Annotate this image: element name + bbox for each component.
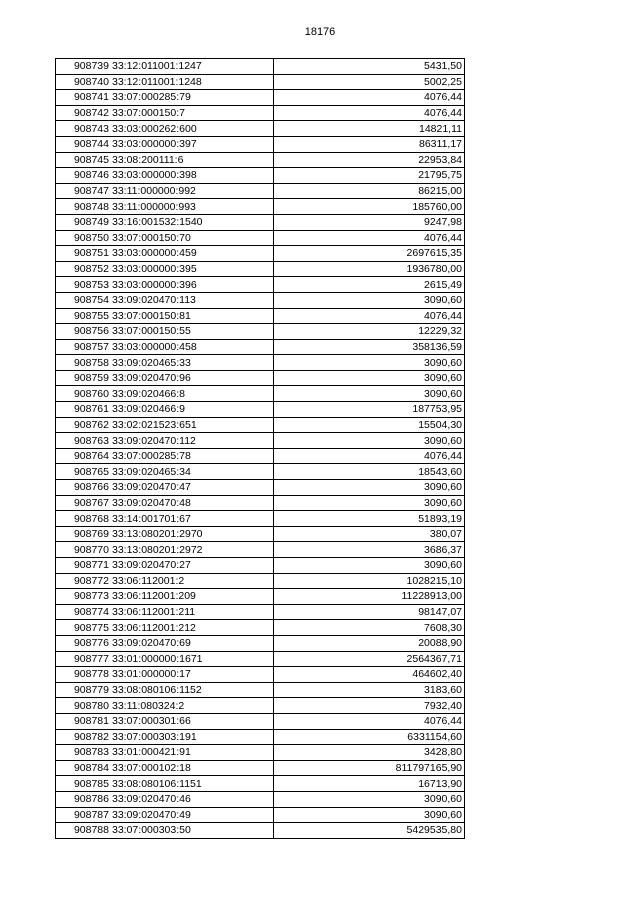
value-cell: 3183,60 xyxy=(274,682,465,698)
table-body xyxy=(56,59,465,839)
page-number: 18176 xyxy=(304,26,336,38)
value-cell: 3090,60 xyxy=(274,480,465,496)
cadastral-number-cell: 33:09:020465:34 xyxy=(110,464,274,480)
table-row xyxy=(56,573,465,589)
row-id-cell: 908740 xyxy=(56,74,111,90)
row-id-cell: 908745 xyxy=(56,152,111,168)
cadastral-number-cell: 33:08:080106:1151 xyxy=(110,776,274,792)
cadastral-number-cell: 33:07:000102:18 xyxy=(110,760,274,776)
row-id-cell: 908788 xyxy=(56,823,111,839)
cadastral-number-cell: 33:01:000000:1671 xyxy=(110,651,274,667)
value-cell: 4076,44 xyxy=(274,230,465,246)
cadastral-number-cell: 33:16:001532:1540 xyxy=(110,214,274,230)
table-row xyxy=(56,745,465,761)
row-id-cell: 908773 xyxy=(56,589,111,605)
cadastral-number-cell: 33:09:020465:33 xyxy=(110,355,274,371)
value-cell: 4076,44 xyxy=(274,308,465,324)
table-row xyxy=(56,604,465,620)
table-row xyxy=(56,277,465,293)
table-row xyxy=(56,121,465,137)
value-cell: 3090,60 xyxy=(274,495,465,511)
cadastral-number-cell: 33:07:000285:79 xyxy=(110,90,274,106)
row-id-cell: 908770 xyxy=(56,542,111,558)
table-row xyxy=(56,183,465,199)
table-row xyxy=(56,230,465,246)
cadastral-number-cell: 33:08:080106:1152 xyxy=(110,682,274,698)
cadastral-number-cell: 33:09:020466:8 xyxy=(110,386,274,402)
cadastral-number-cell: 33:07:000303:50 xyxy=(110,823,274,839)
value-cell: 2615,49 xyxy=(274,277,465,293)
table-row xyxy=(56,292,465,308)
table-row xyxy=(56,448,465,464)
cadastral-number-cell: 33:07:000150:7 xyxy=(110,105,274,121)
table-row xyxy=(56,386,465,402)
cadastral-number-cell: 33:06:112001:211 xyxy=(110,604,274,620)
value-cell: 2564367,71 xyxy=(274,651,465,667)
value-cell: 3090,60 xyxy=(274,355,465,371)
cadastral-number-cell: 33:09:020470:46 xyxy=(110,791,274,807)
table-row xyxy=(56,589,465,605)
value-cell: 6331154,60 xyxy=(274,729,465,745)
cadastral-number-cell: 33:03:000262:600 xyxy=(110,121,274,137)
row-id-cell: 908746 xyxy=(56,168,111,184)
row-id-cell: 908762 xyxy=(56,417,111,433)
row-id-cell: 908783 xyxy=(56,745,111,761)
table-row xyxy=(56,495,465,511)
cadastral-number-cell: 33:03:000000:396 xyxy=(110,277,274,293)
row-id-cell: 908748 xyxy=(56,199,111,215)
table-row xyxy=(56,713,465,729)
cadastral-number-cell: 33:01:000421:91 xyxy=(110,745,274,761)
row-id-cell: 908766 xyxy=(56,480,111,496)
row-id-cell: 908779 xyxy=(56,682,111,698)
row-id-cell: 908764 xyxy=(56,448,111,464)
value-cell: 1936780,00 xyxy=(274,261,465,277)
value-cell: 5429535,80 xyxy=(274,823,465,839)
row-id-cell: 908761 xyxy=(56,402,111,418)
cadastral-number-cell: 33:06:112001:209 xyxy=(110,589,274,605)
value-cell: 4076,44 xyxy=(274,90,465,106)
value-cell: 1028215,10 xyxy=(274,573,465,589)
row-id-cell: 908786 xyxy=(56,791,111,807)
row-id-cell: 908742 xyxy=(56,105,111,121)
table-row xyxy=(56,433,465,449)
value-cell: 51893,19 xyxy=(274,511,465,527)
value-cell: 22953,84 xyxy=(274,152,465,168)
row-id-cell: 908785 xyxy=(56,776,111,792)
row-id-cell: 908781 xyxy=(56,713,111,729)
value-cell: 86311,17 xyxy=(274,136,465,152)
value-cell: 2697615,35 xyxy=(274,246,465,262)
cadastral-number-cell: 33:03:000000:398 xyxy=(110,168,274,184)
row-id-cell: 908749 xyxy=(56,214,111,230)
table-row xyxy=(56,729,465,745)
table-row xyxy=(56,807,465,823)
row-id-cell: 908776 xyxy=(56,635,111,651)
row-id-cell: 908782 xyxy=(56,729,111,745)
table-row xyxy=(56,214,465,230)
value-cell: 21795,75 xyxy=(274,168,465,184)
row-id-cell: 908752 xyxy=(56,261,111,277)
value-cell: 9247,98 xyxy=(274,214,465,230)
row-id-cell: 908754 xyxy=(56,292,111,308)
cadastral-number-cell: 33:09:020470:96 xyxy=(110,370,274,386)
table-row xyxy=(56,760,465,776)
row-id-cell: 908777 xyxy=(56,651,111,667)
table-row xyxy=(56,698,465,714)
row-id-cell: 908760 xyxy=(56,386,111,402)
table-row xyxy=(56,542,465,558)
cadastral-number-cell: 33:07:000150:70 xyxy=(110,230,274,246)
table-row xyxy=(56,823,465,839)
table-row xyxy=(56,152,465,168)
cadastral-number-cell: 33:09:020470:113 xyxy=(110,292,274,308)
row-id-cell: 908765 xyxy=(56,464,111,480)
table-row xyxy=(56,791,465,807)
table-row xyxy=(56,402,465,418)
cadastral-number-cell: 33:03:000000:458 xyxy=(110,339,274,355)
cadastral-number-cell: 33:11:080324:2 xyxy=(110,698,274,714)
table-row xyxy=(56,776,465,792)
cadastral-number-cell: 33:07:000150:81 xyxy=(110,308,274,324)
cadastral-number-cell: 33:09:020470:112 xyxy=(110,433,274,449)
row-id-cell: 908750 xyxy=(56,230,111,246)
row-id-cell: 908778 xyxy=(56,667,111,683)
cadastral-number-cell: 33:07:000303:191 xyxy=(110,729,274,745)
table-row xyxy=(56,59,465,75)
value-cell: 3090,60 xyxy=(274,433,465,449)
cadastral-number-cell: 33:07:000150:55 xyxy=(110,324,274,340)
row-id-cell: 908739 xyxy=(56,59,111,75)
cadastral-number-cell: 33:11:000000:992 xyxy=(110,183,274,199)
value-cell: 20088,90 xyxy=(274,635,465,651)
value-cell: 3090,60 xyxy=(274,807,465,823)
value-cell: 187753,95 xyxy=(274,402,465,418)
cadastral-number-cell: 33:06:112001:212 xyxy=(110,620,274,636)
row-id-cell: 908767 xyxy=(56,495,111,511)
value-cell: 4076,44 xyxy=(274,105,465,121)
row-id-cell: 908751 xyxy=(56,246,111,262)
value-cell: 14821,11 xyxy=(274,121,465,137)
table-row xyxy=(56,635,465,651)
cadastral-number-cell: 33:09:020470:27 xyxy=(110,558,274,574)
value-cell: 3090,60 xyxy=(274,791,465,807)
cadastral-number-cell: 33:01:000000:17 xyxy=(110,667,274,683)
value-cell: 86215,00 xyxy=(274,183,465,199)
value-cell: 3090,60 xyxy=(274,386,465,402)
cadastral-number-cell: 33:09:020470:49 xyxy=(110,807,274,823)
row-id-cell: 908741 xyxy=(56,90,111,106)
cadastral-number-cell: 33:03:000000:395 xyxy=(110,261,274,277)
cadastral-number-cell: 33:08:200111:6 xyxy=(110,152,274,168)
value-cell: 3686,37 xyxy=(274,542,465,558)
value-cell: 5431,50 xyxy=(274,59,465,75)
table-row xyxy=(56,417,465,433)
row-id-cell: 908768 xyxy=(56,511,111,527)
table-row xyxy=(56,90,465,106)
row-id-cell: 908763 xyxy=(56,433,111,449)
table-row xyxy=(56,261,465,277)
cadastral-number-cell: 33:09:020470:47 xyxy=(110,480,274,496)
cadastral-value-table xyxy=(55,58,465,839)
row-id-cell: 908769 xyxy=(56,526,111,542)
value-cell: 464602,40 xyxy=(274,667,465,683)
table-row xyxy=(56,682,465,698)
row-id-cell: 908747 xyxy=(56,183,111,199)
table-row xyxy=(56,480,465,496)
value-cell: 7932,40 xyxy=(274,698,465,714)
table-row xyxy=(56,308,465,324)
value-cell: 12229,32 xyxy=(274,324,465,340)
value-cell: 11228913,00 xyxy=(274,589,465,605)
table-row xyxy=(56,74,465,90)
table-row xyxy=(56,168,465,184)
table-row xyxy=(56,324,465,340)
row-id-cell: 908787 xyxy=(56,807,111,823)
row-id-cell: 908758 xyxy=(56,355,111,371)
row-id-cell: 908774 xyxy=(56,604,111,620)
row-id-cell: 908744 xyxy=(56,136,111,152)
value-cell: 16713,90 xyxy=(274,776,465,792)
cadastral-number-cell: 33:13:080201:2970 xyxy=(110,526,274,542)
cadastral-number-cell: 33:13:080201:2972 xyxy=(110,542,274,558)
table-row xyxy=(56,136,465,152)
cadastral-number-cell: 33:14:001701:67 xyxy=(110,511,274,527)
row-id-cell: 908753 xyxy=(56,277,111,293)
value-cell: 3090,60 xyxy=(274,558,465,574)
cadastral-number-cell: 33:07:000301:66 xyxy=(110,713,274,729)
value-cell: 7608,30 xyxy=(274,620,465,636)
cadastral-number-cell: 33:03:000000:459 xyxy=(110,246,274,262)
row-id-cell: 908756 xyxy=(56,324,111,340)
value-cell: 185760,00 xyxy=(274,199,465,215)
value-cell: 811797165,90 xyxy=(274,760,465,776)
row-id-cell: 908780 xyxy=(56,698,111,714)
table-row xyxy=(56,651,465,667)
table-row xyxy=(56,199,465,215)
value-cell: 15504,30 xyxy=(274,417,465,433)
row-id-cell: 908775 xyxy=(56,620,111,636)
cadastral-number-cell: 33:06:112001:2 xyxy=(110,573,274,589)
value-cell: 358136,59 xyxy=(274,339,465,355)
row-id-cell: 908784 xyxy=(56,760,111,776)
value-cell: 4076,44 xyxy=(274,713,465,729)
cadastral-number-cell: 33:03:000000:397 xyxy=(110,136,274,152)
row-id-cell: 908771 xyxy=(56,558,111,574)
table-row xyxy=(56,339,465,355)
value-cell: 18543,60 xyxy=(274,464,465,480)
value-cell: 3090,60 xyxy=(274,292,465,308)
table-row xyxy=(56,558,465,574)
table-row xyxy=(56,105,465,121)
value-cell: 3090,60 xyxy=(274,370,465,386)
table-row xyxy=(56,370,465,386)
table-row xyxy=(56,620,465,636)
table-row xyxy=(56,355,465,371)
table-row xyxy=(56,526,465,542)
cadastral-number-cell: 33:12:011001:1247 xyxy=(110,59,274,75)
row-id-cell: 908743 xyxy=(56,121,111,137)
table-row xyxy=(56,246,465,262)
row-id-cell: 908759 xyxy=(56,370,111,386)
table-row xyxy=(56,667,465,683)
value-cell: 98147,07 xyxy=(274,604,465,620)
row-id-cell: 908755 xyxy=(56,308,111,324)
cadastral-number-cell: 33:09:020470:69 xyxy=(110,635,274,651)
cadastral-number-cell: 33:11:000000:993 xyxy=(110,199,274,215)
cadastral-number-cell: 33:12:011001:1248 xyxy=(110,74,274,90)
value-cell: 4076,44 xyxy=(274,448,465,464)
row-id-cell: 908757 xyxy=(56,339,111,355)
cadastral-number-cell: 33:07:000285:78 xyxy=(110,448,274,464)
value-cell: 3428,80 xyxy=(274,745,465,761)
table-row xyxy=(56,511,465,527)
cadastral-number-cell: 33:09:020470:48 xyxy=(110,495,274,511)
value-cell: 5002,25 xyxy=(274,74,465,90)
cadastral-number-cell: 33:09:020466:9 xyxy=(110,402,274,418)
table-row xyxy=(56,464,465,480)
cadastral-number-cell: 33:02:021523:651 xyxy=(110,417,274,433)
row-id-cell: 908772 xyxy=(56,573,111,589)
value-cell: 380,07 xyxy=(274,526,465,542)
